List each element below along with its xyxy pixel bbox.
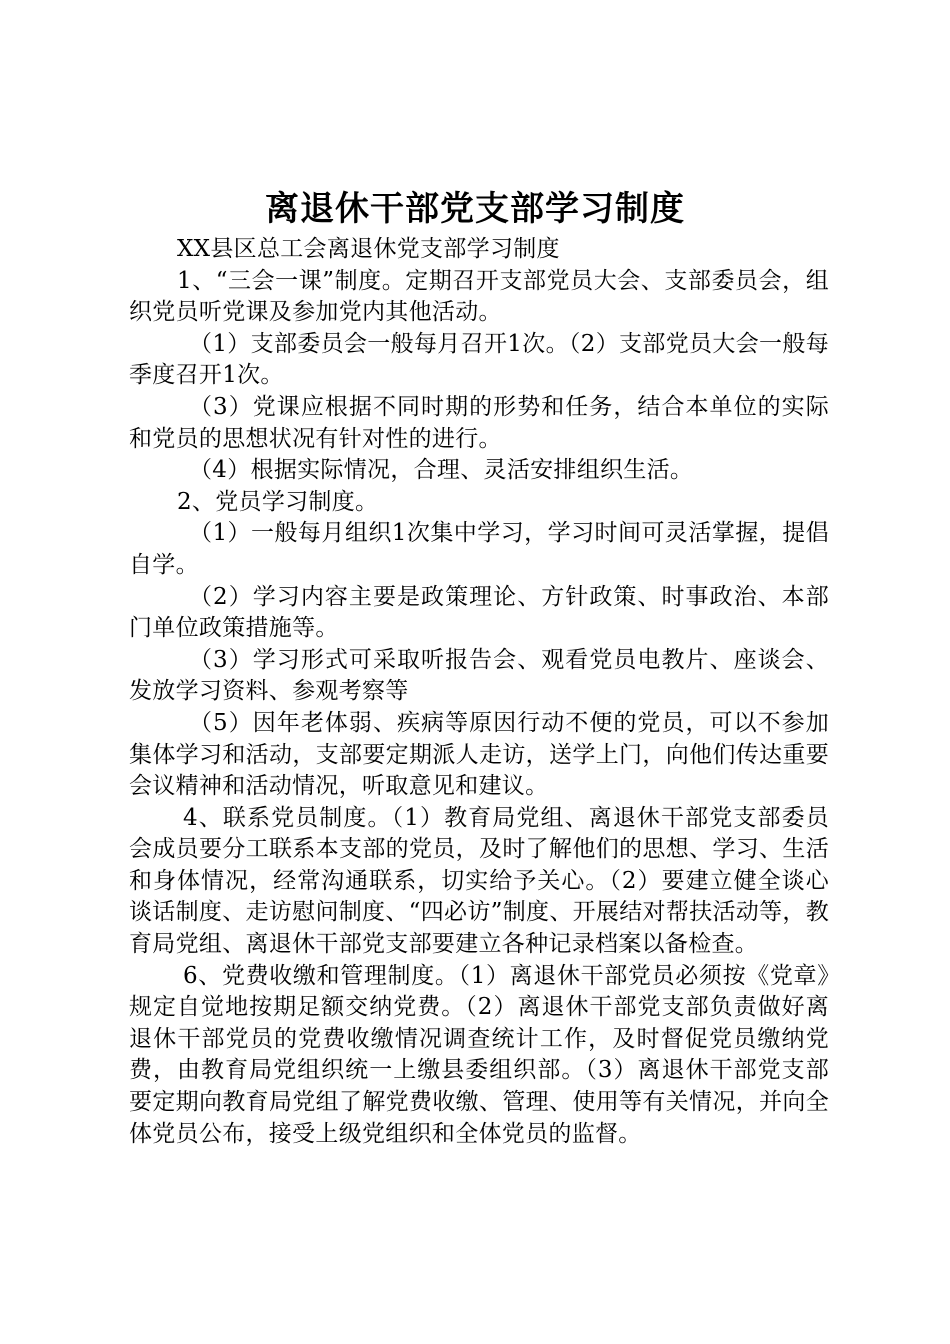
paragraph-item-2-2: （2）学习内容主要是政策理论、方针政策、时事政治、本部门单位政策措施等。 (129, 583, 829, 642)
paragraph-subtitle: XX县区总工会离退休党支部学习制度 (177, 236, 560, 262)
paragraph-section-6: 6、党费收缴和管理制度。（1）离退休干部党员必须按《党章》规定自觉地按期足额交纳党费。（2）离退休干部党支部负责做好离退休干部党员的党费收缴情况调查统计工作，及时督促党员缴纳党费，由教育局党组织统一上缴县委组织部。（3）离退休干部党支部要定期向教育局党组了解党费收缴、管理、使用等有关情况，并向全体党员公布，接受上级党组织和全体党员的监督。 (129, 962, 829, 1147)
document-title: 离退休干部党支部学习制度 (265, 189, 685, 229)
paragraph-section-2: 2、党员学习制度。 (177, 488, 379, 515)
paragraph-item-2-1: （1）一般每月组织1次集中学习，学习时间可灵活掌握，提倡自学。 (129, 520, 829, 578)
paragraph-item-1-1: （1）支部委员会一般每月召开1次。（2）支部党员大会一般每季度召开1次。 (129, 330, 829, 389)
paragraph-item-1-3: （3）党课应根据不同时期的形势和任务，结合本单位的实际和党员的思想状况有针对性的进行。 (129, 393, 829, 452)
paragraph-item-2-3: （3）学习形式可采取听报告会、观看党员电教片、座谈会、发放学习资料、参观考察等 (129, 646, 829, 705)
paragraph-item-2-5: （5）因年老体弱、疾病等原因行动不便的党员，可以不参加集体学习和活动，支部要定期派人走访，送学上门，向他们传达重要会议精神和活动情况，听取意见和建议。 (129, 709, 829, 800)
paragraph-section-1: 1、“三会一课”制度。定期召开支部党员大会、支部委员会，组织党员听党课及参加党内其他活动。 (129, 267, 829, 326)
paragraph-section-4: 4、联系党员制度。（1）教育局党组、离退休干部党支部委员会成员要分工联系本支部的党员，及时了解他们的思想、学习、生活和身体情况，经常沟通联系，切实给予关心。（2）要建立健全谈心谈话制度、走访慰问制度、“四必访”制度、开展结对帮扶活动等，教育局党组、离退休干部党支部要建立各种记录档案以备检查。 (129, 804, 829, 958)
paragraph-item-1-4: （4）根据实际情况，合理、灵活安排组织生活。 (189, 457, 694, 484)
document-body (129, 234, 829, 1150)
